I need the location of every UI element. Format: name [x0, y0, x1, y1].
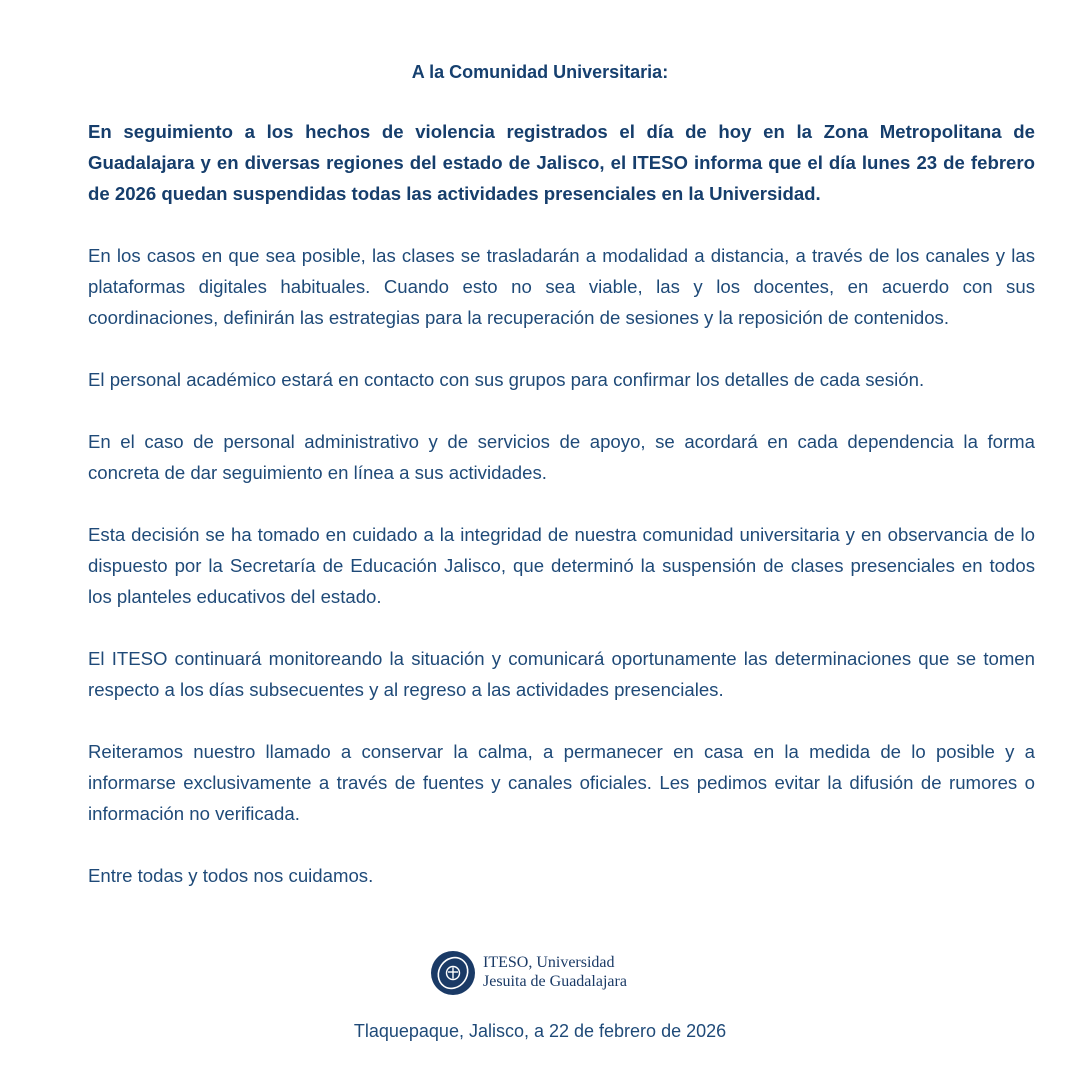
logo-line-1: ITESO, Universidad	[483, 954, 615, 971]
paragraph-academic-staff: El personal académico estará en contacto con sus grupos para confirmar los detalles de cada sesión.	[88, 369, 925, 390]
logo-wordmark	[483, 953, 627, 991]
iteso-logo	[430, 950, 660, 996]
paragraph-remote-classes: En los casos en que sea posible, las clases se trasladarán a modalidad a distancia, a través de los canales y las plataformas digitales habituales. Cuando esto no sea viable, las y los docentes, en acuerdo con sus coordinaciones, definirán las estrategias para la recuperación de sesiones y la reposición de contenidos.	[88, 245, 1035, 328]
paragraph-calm: Reiteramos nuestro llamado a conservar la calma, a permanecer en casa en la medida de lo posible y a informarse exclusivamente a través de fuentes y canales oficiales. Les pedimos evitar la difusión de rumores o información no verificada.	[88, 741, 1035, 824]
greeting-heading: A la Comunidad Universitaria:	[411, 62, 669, 82]
lead-paragraph: En seguimiento a los hechos de violencia registrados el día de hoy en la Zona Metropolitana de Guadalajara y en diversas regiones del estado de Jalisco, el ITESO informa que el día lunes 23 de febrero de 2026 quedan suspendidas todas las actividades presenciales en la Universidad.	[88, 121, 1035, 204]
logo-line-2: Jesuita de Guadalajara	[483, 973, 627, 990]
iteso-seal-icon	[430, 950, 476, 996]
paragraph-administrative-staff: En el caso de personal administrativo y de servicios de apoyo, se acordará en cada dependencia la forma concreta de dar seguimiento en línea a sus actividades.	[88, 431, 1035, 483]
paragraph-monitoring: El ITESO continuará monitoreando la situación y comunicará oportunamente las determinaciones que se tomen respecto a los días subsecuentes y al regreso a las actividades presenciales.	[88, 648, 1035, 700]
letter-body	[88, 116, 1035, 922]
place-date: Tlaquepaque, Jalisco, a 22 de febrero de 2026	[353, 1021, 727, 1041]
paragraph-decision: Esta decisión se ha tomado en cuidado a la integridad de nuestra comunidad universitaria y en observancia de lo dispuesto por la Secretaría de Educación Jalisco, que determinó la suspensión de clases presenciales en todos los planteles educativos del estado.	[88, 524, 1035, 607]
paragraph-closing: Entre todas y todos nos cuidamos.	[88, 865, 374, 886]
